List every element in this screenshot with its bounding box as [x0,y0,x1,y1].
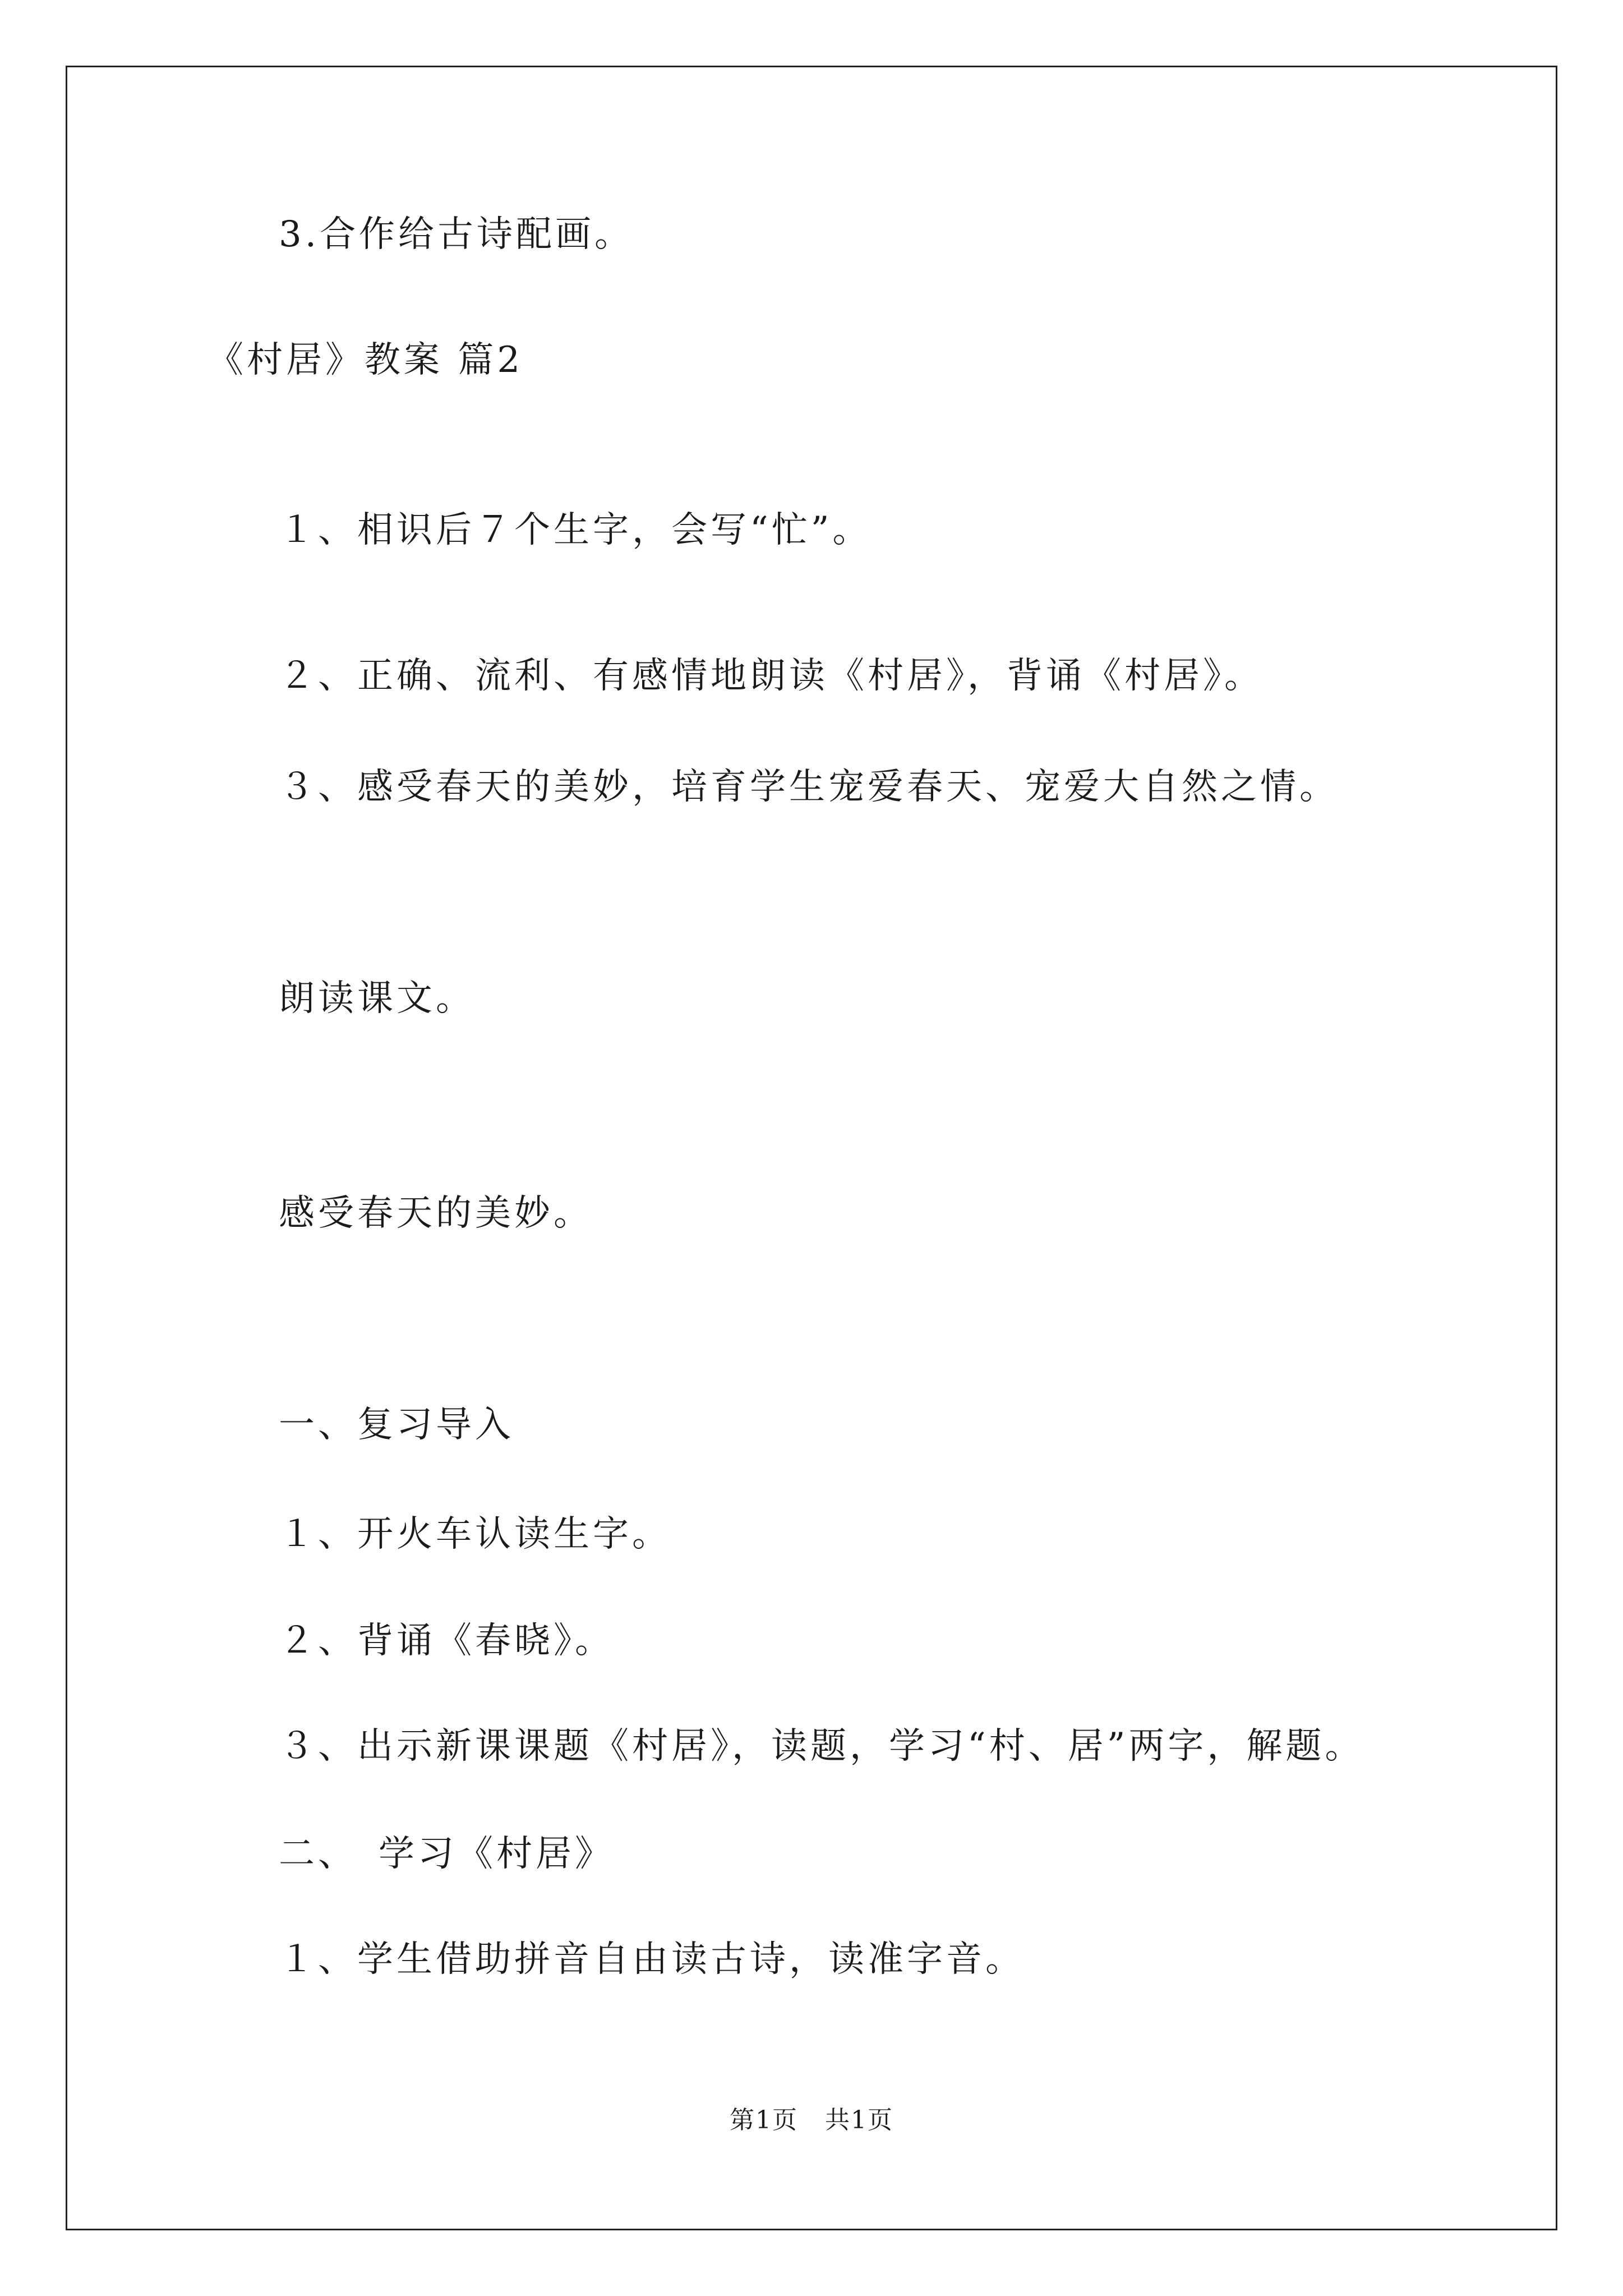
page-total: 共1页 [825,2106,893,2134]
page-number: 第1页 [730,2106,798,2134]
difficult-point: 感受春天的美妙。 [279,1193,593,1234]
step-heading-review: 一、复习导入 [279,1404,514,1446]
review-item-2: ２、背诵《春晓》。 [279,1620,614,1662]
key-point: 朗读课文。 [279,978,475,1019]
section-heading-lesson-2: 《村居》教案 篇2 [208,339,524,381]
study-item-1: １、学生借助拼音自由读古诗，读准字音。 [279,1939,1025,1980]
step-heading-study: 二、 学习《村居》 [279,1833,614,1875]
objective-3: ３、感受春天的美妙，培育学生宠爱春天、宠爱大自然之情。 [279,766,1339,808]
objective-1: １、相识后７个生字，会写“忙”。 [279,509,872,551]
review-item-1: １、开火车认读生字。 [279,1513,671,1555]
page-footer [0,2105,1623,2136]
page-border [66,66,1557,2230]
review-item-3: ３、出示新课课题《村居》，读题，学习“村、居”两字，解题。 [279,1726,1364,1767]
objective-2: ２、正确、流利、有感情地朗读《村居》，背诵《村居》。 [279,655,1264,697]
text-line-item-3: 3.合作给古诗配画。 [279,214,634,255]
